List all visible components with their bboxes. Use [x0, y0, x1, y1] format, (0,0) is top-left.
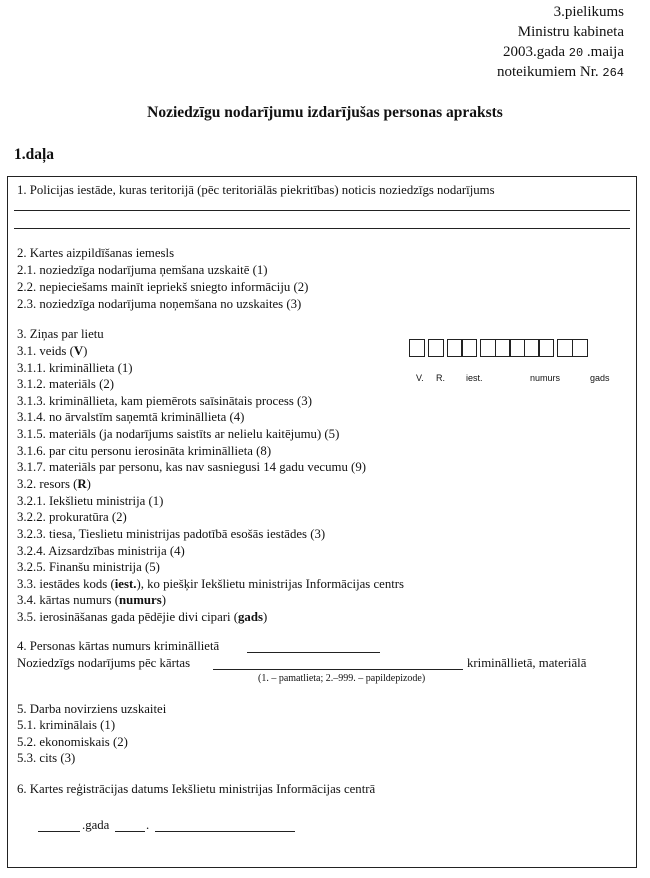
- registration-day-field[interactable]: [115, 831, 145, 832]
- code-label-r: R.: [436, 373, 445, 383]
- section3-item-322: 3.2.2. prokuratūra (2): [17, 510, 127, 524]
- section4-note: (1. – pamatlieta; 2.–999. – papildepizode): [258, 673, 426, 684]
- section3-department-suffix: ): [86, 477, 91, 491]
- code-box-r[interactable]: [428, 339, 444, 357]
- section3-office-code-suffix: ), ko piešķir Iekšlietu ministrijas Informācijas centrs: [136, 577, 405, 591]
- regulation-date: [503, 42, 624, 63]
- section3-item-314: 3.1.4. no ārvalstīm saņemtā krimināllieta (4): [17, 410, 245, 424]
- registration-month-field[interactable]: [155, 831, 295, 832]
- code-box-num-5[interactable]: [538, 339, 554, 357]
- regulation-number-prefix: noteikumiem Nr.: [496, 64, 603, 80]
- section3-item-311: 3.1.1. krimināllieta (1): [17, 361, 133, 375]
- code-label-gads: gads: [590, 373, 610, 383]
- section2-item-3: 2.3. noziedzīga nodarījuma noņemšana no uzskaites (3): [17, 297, 302, 311]
- section2-item-1: 2.1. noziedzīga nodarījuma ņemšana uzskaitē (1): [17, 263, 268, 277]
- code-label-iest: iest.: [466, 373, 483, 383]
- section3-sequence-number: [17, 592, 166, 608]
- code-label-numurs: numurs: [530, 373, 561, 383]
- section3-type-suffix: ): [83, 344, 88, 358]
- section3-item-324: 3.2.4. Aizsardzības ministrija (4): [17, 544, 185, 558]
- code-box-v[interactable]: [409, 339, 425, 357]
- section6-heading: 6. Kartes reģistrācijas datums Iekšlietu ministrijas Informācijas centrā: [17, 782, 376, 796]
- section3-item-321: 3.2.1. Iekšlietu ministrija (1): [17, 494, 164, 508]
- section2-heading: 2. Kartes aizpildīšanas iemesls: [17, 246, 175, 260]
- section4-person-number: 4. Personas kārtas numurs krimināllietā: [17, 639, 220, 653]
- person-number-field[interactable]: [247, 652, 380, 653]
- section3-item-313: 3.1.3. krimināllieta, kam piemērots saīsinātais process (3): [17, 394, 312, 408]
- section3-item-325: 3.2.5. Finanšu ministrija (5): [17, 560, 160, 574]
- code-box-iest-2[interactable]: [461, 339, 477, 357]
- section1-text: 1. Policijas iestāde, kuras teritorijā (pēc teritoriālās piekritības) noticis noziedzīgs nodarījums: [17, 183, 495, 197]
- section3-item-323: 3.2.3. tiesa, Tieslietu ministrijas padotībā esošās iestādes (3): [17, 527, 326, 541]
- code-box-year-2[interactable]: [572, 339, 588, 357]
- section6-gada: .gada: [82, 818, 110, 832]
- document-title: Noziedzīgu nodarījumu izdarījušas personas apraksts: [147, 104, 503, 121]
- section3-type: [17, 343, 87, 359]
- section3-item-316: 3.1.6. par citu personu ierosināta krimināllieta (8): [17, 444, 272, 458]
- section3-year-prefix: 3.5. ierosināšanas gada pēdējie divi cipari (: [17, 610, 239, 624]
- section5-item-2: 5.2. ekonomiskais (2): [17, 735, 128, 749]
- section3-heading: 3. Ziņas par lietu: [17, 327, 104, 341]
- regulation-date-suffix: .maija: [583, 44, 624, 60]
- section3-office-code-abbr: iest.: [114, 577, 137, 591]
- regulation-number: [497, 62, 624, 83]
- section3-year-abbr: gads: [238, 610, 263, 624]
- section6-dot: .: [146, 818, 150, 832]
- section4-offence-order: Noziedzīgs nodarījums pēc kārtas: [17, 656, 191, 670]
- regulation-day: 20: [568, 46, 584, 60]
- part-heading: 1.daļa: [14, 146, 55, 163]
- section3-item-315: 3.1.5. materiāls (ja nodarījums saistīts ar nelielu kaitējumu) (5): [17, 427, 340, 441]
- section3-item-317: 3.1.7. materiāls par personu, kas nav sasniegusi 14 gadu vecumu (9): [17, 460, 366, 474]
- section5-item-1: 5.1. kriminālais (1): [17, 718, 116, 732]
- regulation-date-prefix: 2003.gada: [502, 44, 569, 60]
- case-code-boxes: [410, 339, 588, 357]
- section2-item-2: 2.2. nepieciešams mainīt iepriekš sniegto informāciju (2): [17, 280, 309, 294]
- issuer: Ministru kabineta: [517, 24, 624, 40]
- section4-offence-order-tail: krimināllietā, materiālā: [467, 656, 587, 670]
- code-label-v: V.: [416, 373, 424, 383]
- section3-year-digits: [17, 609, 267, 625]
- section5-item-3: 5.3. cits (3): [17, 751, 76, 765]
- police-office-field-line2[interactable]: [14, 228, 630, 229]
- police-office-field-line1[interactable]: [14, 210, 630, 211]
- section3-sequence-suffix: ): [161, 593, 166, 607]
- section5-heading: 5. Darba novirziens uzskaitei: [17, 702, 167, 716]
- section3-year-suffix: ): [262, 610, 268, 624]
- section3-department-prefix: 3.2. resors (: [17, 477, 78, 491]
- section3-department: [17, 476, 91, 492]
- section3-sequence-abbr: numurs: [119, 593, 162, 607]
- registration-year-field[interactable]: [38, 831, 80, 832]
- section3-office-code: [17, 576, 404, 592]
- section3-office-code-prefix: 3.3. iestādes kods (: [17, 577, 115, 591]
- regulation-number-value: 264: [602, 66, 624, 80]
- section3-department-code: R: [77, 477, 87, 491]
- offence-order-field[interactable]: [213, 669, 463, 670]
- section3-sequence-prefix: 3.4. kārtas numurs (: [17, 593, 120, 607]
- section3-item-312: 3.1.2. materiāls (2): [17, 377, 115, 391]
- section3-type-code: V: [73, 344, 84, 358]
- section3-type-prefix: 3.1. veids (: [17, 344, 74, 358]
- appendix-number: 3.pielikums: [553, 4, 624, 20]
